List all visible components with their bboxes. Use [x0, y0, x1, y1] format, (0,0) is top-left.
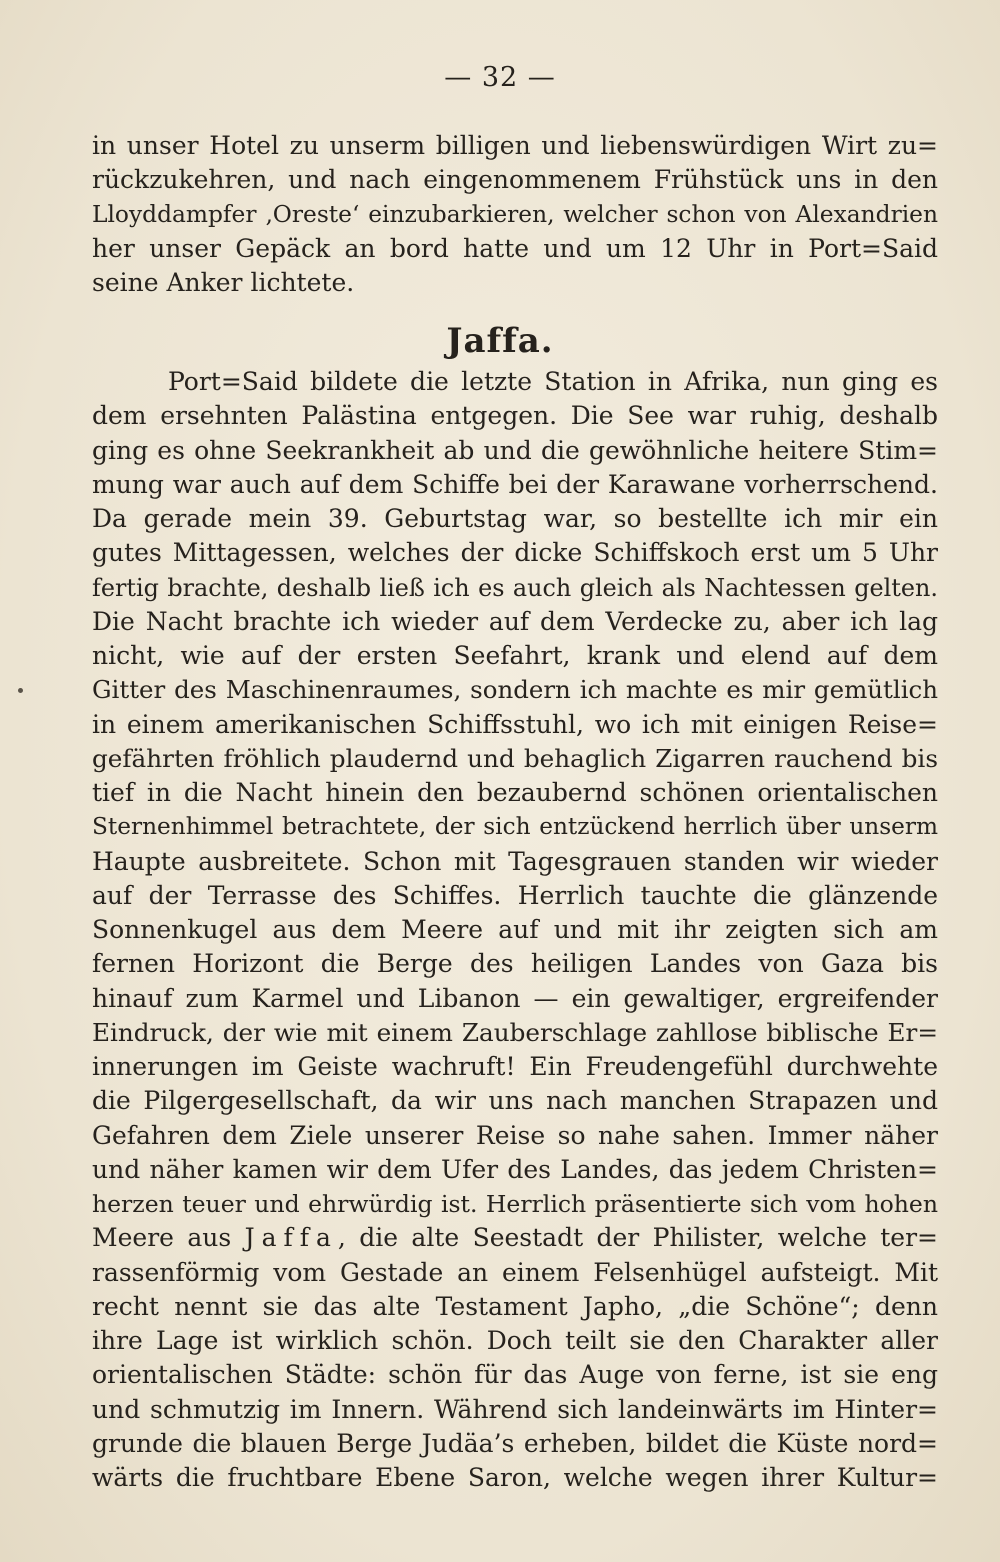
text-line: ging es ohne Seekrankheit ab und die gewöhnliche heitere Stim=: [92, 435, 938, 465]
text-line: Eindruck, der wie mit einem Zauberschlage zahllose biblische Er=: [92, 1017, 938, 1047]
text-line: gutes Mittagessen, welches der dicke Schiffskoch erst um 5 Uhr: [92, 538, 938, 568]
text-line: Gitter des Maschinenraumes, sondern ich machte es mir gemütlich: [92, 675, 938, 705]
text-line: mung war auch auf dem Schiffe bei der Karawane vorherrschend.: [92, 469, 938, 499]
text-line: Haupte ausbreitete. Schon mit Tagesgrauen standen wir wieder: [92, 846, 938, 876]
spaced-place-name: Jaffa: [244, 1223, 338, 1253]
text-line: Port=Said bildete die letzte Station in Afrika, nun ging es: [168, 367, 938, 396]
text-line: tief in die Nacht hinein den bezaubernd schönen orientalischen: [92, 778, 938, 807]
paper-speck: [18, 688, 23, 693]
paragraph-continued: [92, 129, 938, 300]
text-line: die Pilgergesellschaft, da wir uns nach manchen Strapazen und: [92, 1086, 938, 1116]
text-line: wärts die fruchtbare Ebene Saron, welche wegen ihrer Kultur=: [92, 1463, 938, 1492]
text-line: in einem amerikanischen Schiffsstuhl, wo ich mit einigen Reise=: [92, 709, 938, 739]
text-line: fertig brachte, deshalb ließ ich es auch gleich als Nachtessen gelten.: [92, 573, 938, 602]
text-line: orientalischen Städte: schön für das Auge von ferne, ist sie eng: [92, 1360, 938, 1390]
text-line: Lloyddampfer ‚Oreste‘ einzubarkieren, welcher schon von Alexandrien: [92, 200, 938, 228]
text-line: Sternenhimmel betrachtete, der sich entzückend herrlich über unserm: [92, 813, 938, 841]
text-line: innerungen im Geiste wachruft! Ein Freudengefühl durchwehte: [92, 1052, 938, 1081]
text-line: auf der Terrasse des Schiffes. Herrlich tauchte die glänzende: [92, 880, 938, 910]
text-line-jaffa: [92, 1221, 938, 1255]
paragraph-jaffa: [92, 365, 938, 1495]
text-line: nicht, wie auf der ersten Seefahrt, krank und elend auf dem: [92, 641, 938, 670]
text-line: recht nennt sie das alte Testament Japho, „die Schöne“; denn: [92, 1291, 938, 1321]
text-line: Gefahren dem Ziele unserer Reise so nahe sahen. Immer näher: [92, 1120, 938, 1150]
text-line: fernen Horizont die Berge des heiligen Landes von Gaza bis: [92, 949, 938, 979]
text-line: und näher kamen wir dem Ufer des Landes, das jedem Christen=: [92, 1154, 938, 1184]
text-run: , die alte Seestadt der Philister, welche ter=: [337, 1223, 938, 1253]
text-line: Die Nacht brachte ich wieder auf dem Verdecke zu, aber ich lag: [92, 606, 938, 636]
text-line: her unser Gepäck an bord hatte und um 12 Uhr in Port=Said: [92, 233, 938, 263]
text-line: rassenförmig vom Gestade an einem Felsenhügel aufsteigt. Mit: [92, 1257, 938, 1287]
text-line: Sonnenkugel aus dem Meere auf und mit ihr zeigten sich am: [92, 915, 938, 944]
text-line: und schmutzig im Innern. Während sich landeinwärts im Hinter=: [92, 1394, 938, 1424]
text-line: rückzukehren, und nach eingenommenem Frühstück uns in den: [92, 165, 938, 195]
text-line: grunde die blauen Berge Judäa’s erheben, bildet die Küste nord=: [92, 1428, 938, 1458]
text-line: seine Anker lichtete.: [92, 268, 355, 297]
text-line: herzen teuer und ehrwürdig ist. Herrlich präsentierte sich vom hohen: [92, 1190, 938, 1218]
page-number: — 32 —: [444, 62, 556, 93]
text-line: in unser Hotel zu unserm billigen und liebenswürdigen Wirt zu=: [92, 131, 938, 160]
section-heading: Jaffa.: [446, 321, 554, 361]
text-line: hinauf zum Karmel und Libanon — ein gewaltiger, ergreifender: [92, 983, 938, 1013]
text-line: dem ersehnten Palästina entgegen. Die See war ruhig, deshalb: [92, 401, 938, 431]
text-line: ihre Lage ist wirklich schön. Doch teilt sie den Charakter aller: [92, 1326, 938, 1355]
text-run: Meere aus: [92, 1223, 245, 1253]
text-line: gefährten fröhlich plaudernd und behaglich Zigarren rauchend bis: [92, 743, 938, 773]
text-line: Da gerade mein 39. Geburtstag war, so bestellte ich mir ein: [92, 504, 938, 533]
